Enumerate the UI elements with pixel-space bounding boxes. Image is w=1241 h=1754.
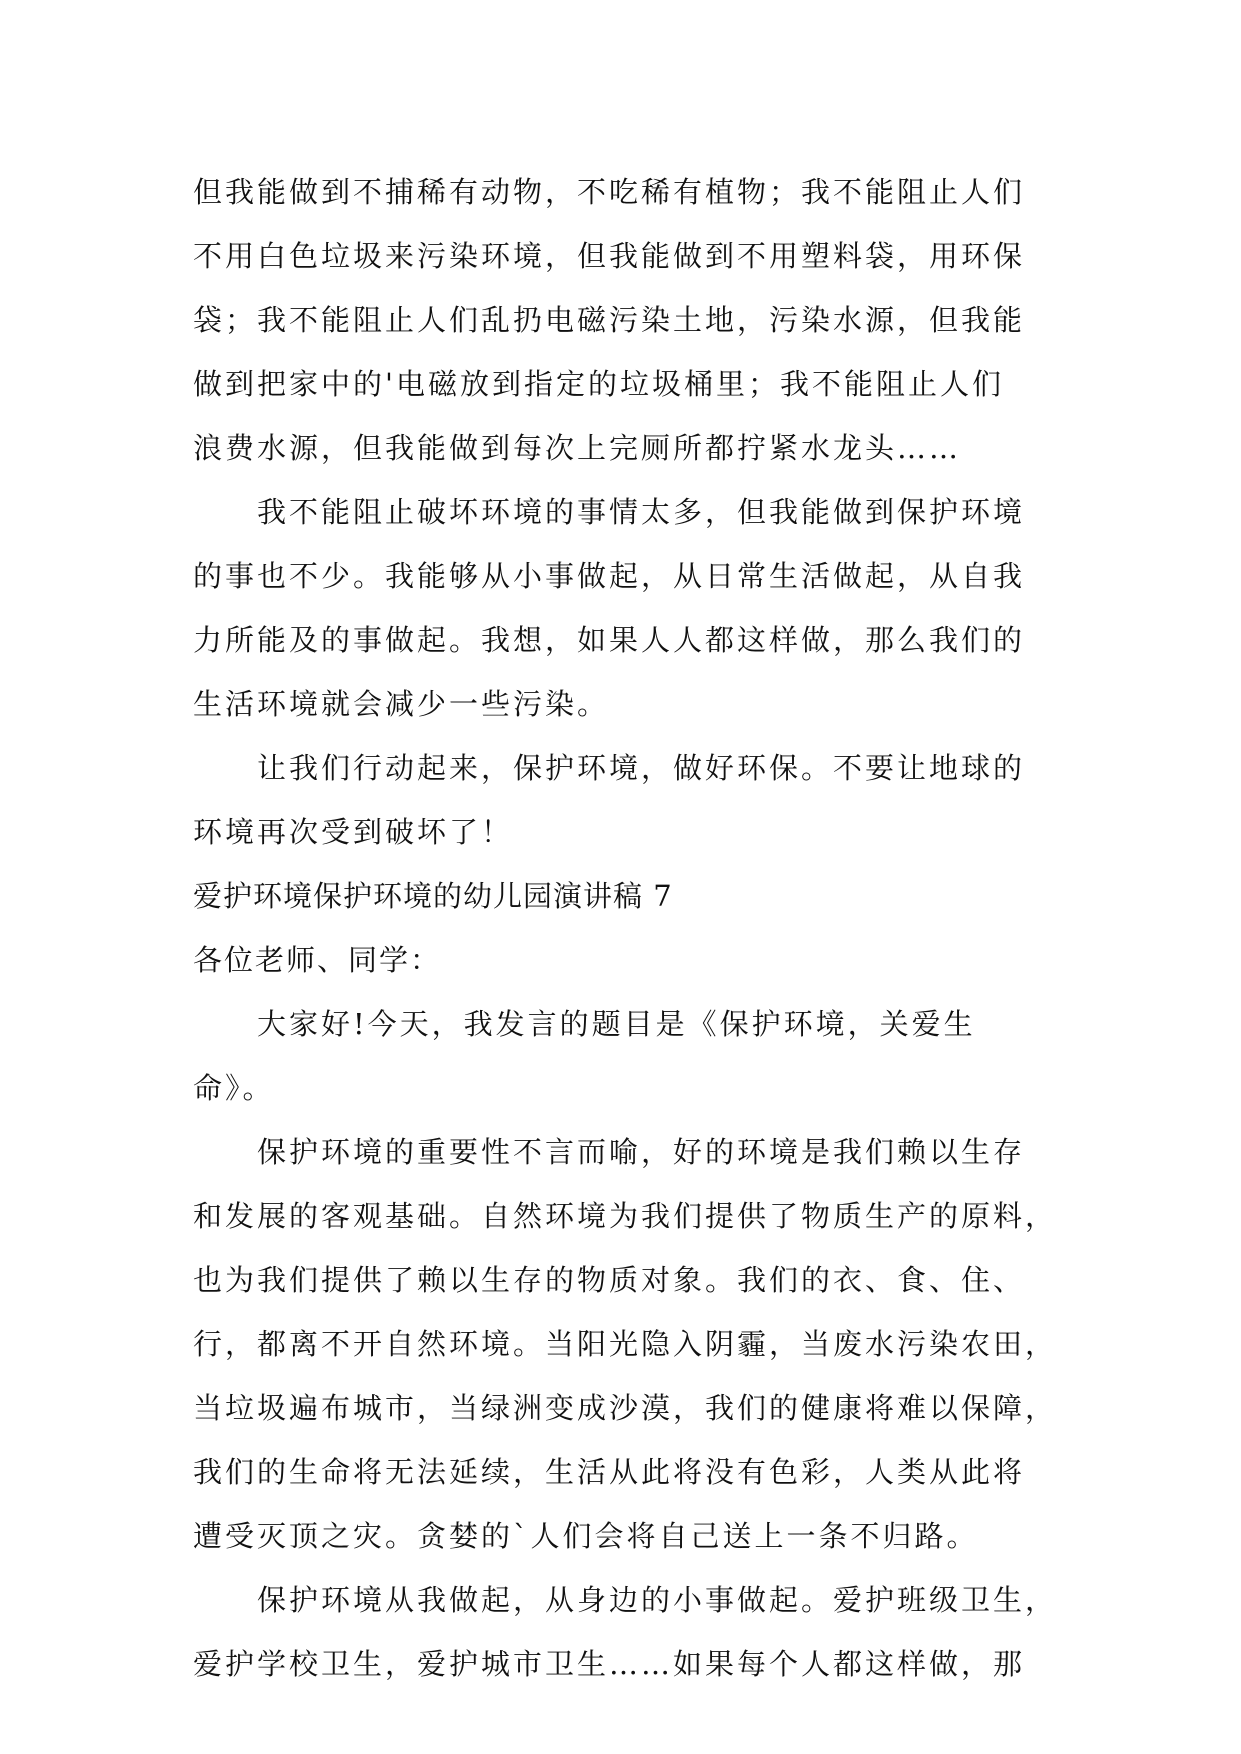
text-line: 做到把家中的'电磁放到指定的垃圾桶里；我不能阻止人们 <box>193 367 1004 401</box>
text-line: 力所能及的事做起。我想，如果人人都这样做，那么我们的 <box>193 623 1026 657</box>
text-line: 生活环境就会减少一些污染。 <box>193 687 610 721</box>
text-line: 和发展的客观基础。自然环境为我们提供了物质生产的原料， <box>193 1199 1058 1233</box>
paragraph-start: 我不能阻止破坏环境的事情太多，但我能做到保护环境 <box>193 495 1026 529</box>
text-line: 浪费水源，但我能做到每次上完厕所都拧紧水龙头…… <box>193 431 962 465</box>
text-line: 不用白色垃圾来污染环境，但我能做到不用塑料袋，用环保 <box>193 239 1026 273</box>
text-line: 遭受灭顶之灾。贪婪的`人们会将自己送上一条不归路。 <box>193 1519 979 1553</box>
text-line: 但我能做到不捕稀有动物，不吃稀有植物；我不能阻止人们 <box>193 175 1026 209</box>
text-line: 命》。 <box>193 1071 275 1105</box>
paragraph-start: 保护环境的重要性不言而喻，好的环境是我们赖以生存 <box>193 1135 1026 1169</box>
paragraph-start: 大家好!今天，我发言的题目是《保护环境，关爱生 <box>193 1007 976 1041</box>
text-line: 爱护学校卫生，爱护城市卫生……如果每个人都这样做，那 <box>193 1647 1026 1681</box>
paragraph-start: 让我们行动起来，保护环境，做好环保。不要让地球的 <box>193 751 1026 785</box>
paragraph-start: 保护环境从我做起，从身边的小事做起。爱护班级卫生， <box>193 1583 1058 1617</box>
section-title: 爱护环境保护环境的幼儿园演讲稿 7 <box>193 879 673 913</box>
text-line: 当垃圾遍布城市，当绿洲变成沙漠，我们的健康将难以保障， <box>193 1391 1058 1425</box>
salutation: 各位老师、同学： <box>193 943 442 977</box>
text-line: 行，都离不开自然环境。当阳光隐入阴霾，当废水污染农田， <box>193 1327 1058 1361</box>
body-text <box>193 160 1063 1696</box>
text-line: 袋；我不能阻止人们乱扔电磁污染土地，污染水源，但我能 <box>193 303 1026 337</box>
text-line: 的事也不少。我能够从小事做起，从日常生活做起，从自我 <box>193 559 1026 593</box>
text-line: 我们的生命将无法延续，生活从此将没有色彩，人类从此将 <box>193 1455 1026 1489</box>
text-line: 环境再次受到破坏了！ <box>193 815 514 849</box>
text-line: 也为我们提供了赖以生存的物质对象。我们的衣、食、住、 <box>193 1263 1026 1297</box>
